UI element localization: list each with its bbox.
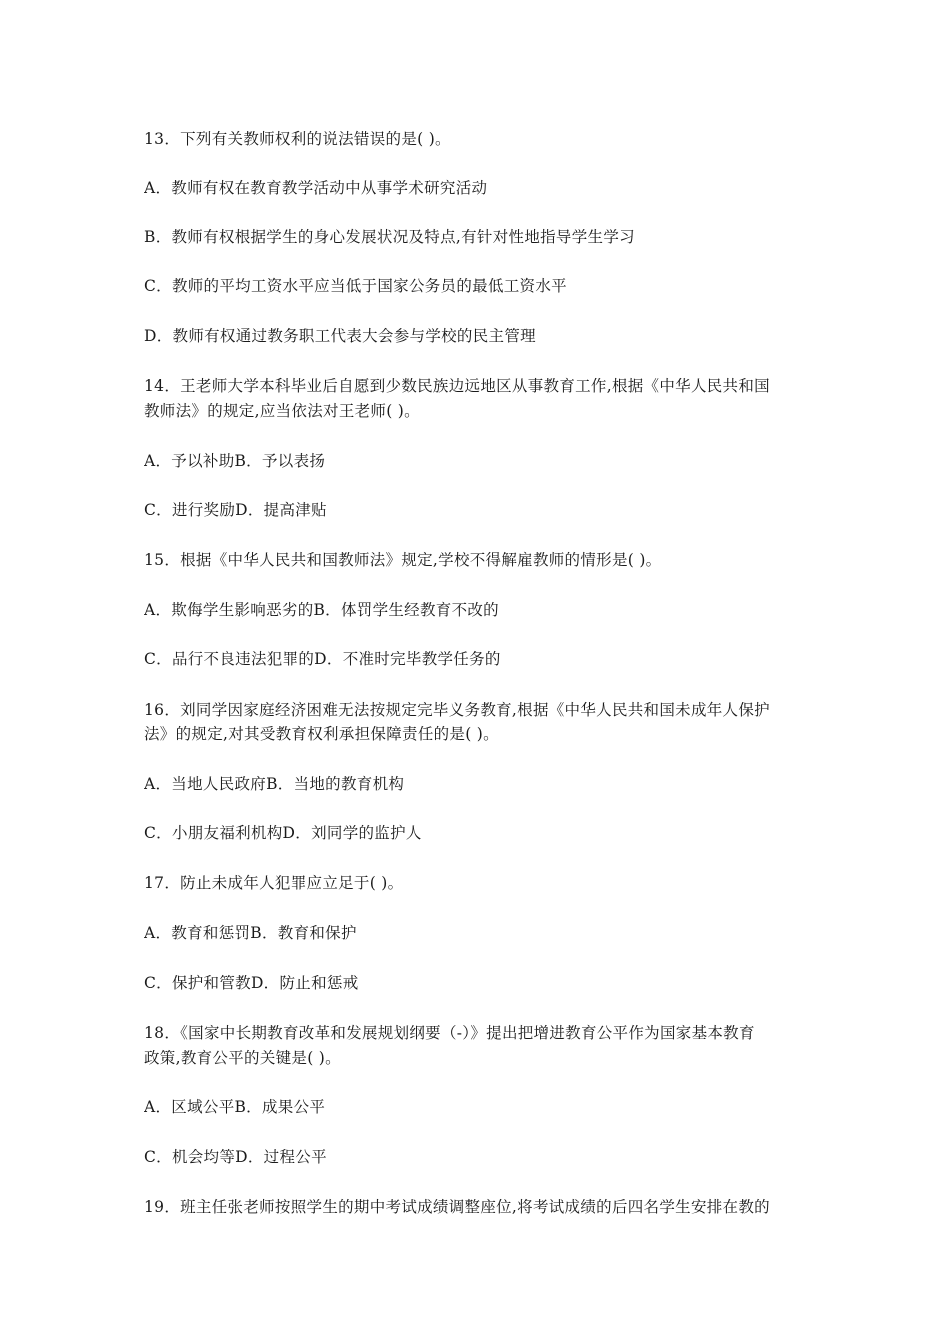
question-14-options-ab: A．予以补助B．予以表扬 xyxy=(144,452,326,470)
question-17-options-ab: A．教育和惩罚B．教育和保护 xyxy=(144,924,357,942)
question-14-stem-line-1: 14．王老师大学本科毕业后自愿到少数民族边远地区从事教育工作,根据《中华人民共和国 xyxy=(144,377,770,395)
question-18-stem-line-1: 18．《国家中长期教育改革和发展规划纲要（-）》提出把增进教育公平作为国家基本教育 xyxy=(144,1024,755,1042)
question-13-option-b: B．教师有权根据学生的身心发展状况及特点,有针对性地指导学生学习 xyxy=(144,228,635,246)
question-16-options-ab: A．当地人民政府B．当地的教育机构 xyxy=(144,775,405,793)
question-17-stem: 17．防止未成年人犯罪应立足于( )。 xyxy=(144,874,404,892)
question-15-options-cd: C．品行不良违法犯罪的D．不准时完毕教学任务的 xyxy=(144,650,501,668)
question-16-stem-line-2: 法》的规定,对其受教育权利承担保障责任的是( )。 xyxy=(144,725,499,743)
question-16-options-cd: C．小朋友福利机构D．刘同学的监护人 xyxy=(144,824,422,842)
question-18-options-ab: A．区域公平B．成果公平 xyxy=(144,1098,326,1116)
question-18-options-cd: C．机会均等D．过程公平 xyxy=(144,1148,327,1166)
question-13-option-a: A．教师有权在教育教学活动中从事学术研究活动 xyxy=(144,179,488,197)
question-16-stem-line-1: 16．刘同学因家庭经济困难无法按规定完毕义务教育,根据《中华人民共和国未成年人保护 xyxy=(144,701,770,719)
question-13-stem: 13．下列有关教师权利的说法错误的是( )。 xyxy=(144,130,451,148)
question-15-stem: 15．根据《中华人民共和国教师法》规定,学校不得解雇教师的情形是( )。 xyxy=(144,551,662,569)
question-14-stem-line-2: 教师法》的规定,应当依法对王老师( )。 xyxy=(144,402,420,420)
question-17-options-cd: C．保护和管教D．防止和惩戒 xyxy=(144,974,359,992)
question-15-options-ab: A．欺侮学生影响恶劣的B．体罚学生经教育不改的 xyxy=(144,601,499,619)
question-13-option-c: C．教师的平均工资水平应当低于国家公务员的最低工资水平 xyxy=(144,277,567,295)
question-13-option-d: D．教师有权通过教务职工代表大会参与学校的民主管理 xyxy=(144,327,536,345)
question-14-options-cd: C．进行奖励D．提高津贴 xyxy=(144,501,327,519)
question-19-stem-line-1: 19．班主任张老师按照学生的期中考试成绩调整座位,将考试成绩的后四名学生安排在教的 xyxy=(144,1198,770,1216)
question-18-stem-line-2: 政策,教育公平的关键是( )。 xyxy=(144,1049,341,1067)
